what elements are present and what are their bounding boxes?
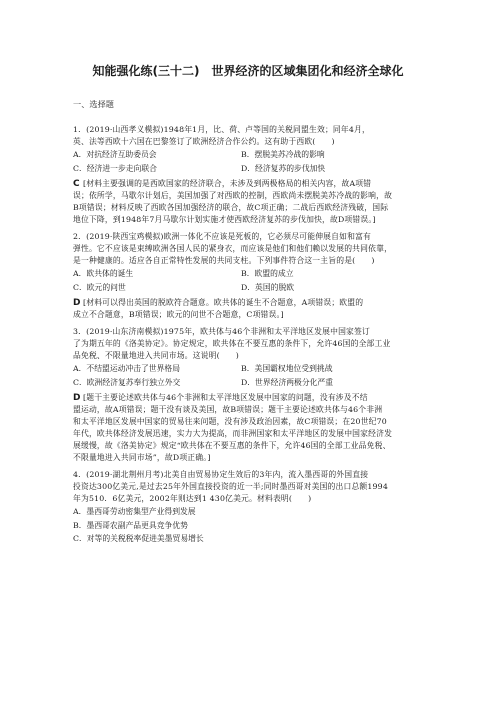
options <box>73 267 428 294</box>
answer-letter: C <box>73 179 80 189</box>
explanation-line: 盟运动，故A项错误；题干没有谈及美国，故B项错误；题干主要论述欧共体与46个非洲 <box>73 405 383 414</box>
explanation-line: B项错误；材料反映了西欧各国加强经济的联合，故C项正确；二战后西欧经济残破，国际 <box>73 203 389 212</box>
options <box>73 505 428 546</box>
question-stem-line: 4．(2019·湖北荆州月考)北美自由贸易协定生效后的3年内，流入墨西哥的外国直接 <box>73 470 369 479</box>
question-stem-line: 2．(2019·陕西宝鸡模拟)欧洲一体化不应该是死板的，它必须尽可能伸展自如和富有 <box>73 232 372 241</box>
explanation-line: 成立不合题意，B项错误；欧元的问世不合题意，C项错误。] <box>73 310 284 319</box>
option-d: D．经济复苏的步伐加快 <box>241 163 326 173</box>
options <box>73 148 428 175</box>
explanation-line: [题干主要论述欧共体与46个非洲和太平洋地区发展中国家的问题，没有涉及不结 <box>83 393 368 402</box>
explanation-line: 年代，欧共体经济发展迅速，实力大为提高，而非洲国家和太平洋地区的发展中国家经济发 <box>73 429 393 438</box>
question-3 <box>73 326 428 464</box>
explanation-line: [材料可以得出英国的脱欧符合题意。欧共体的诞生不合题意，A项错误；欧盟的 <box>83 298 364 307</box>
option-c: C．欧元的问世 <box>73 282 126 292</box>
option-b: B．欧盟的成立 <box>241 269 294 278</box>
option-a: A．不结盟运动冲击了世界格局 <box>73 364 180 373</box>
option-a: A．墨西哥劳动密集型产业得到发展 <box>73 507 196 516</box>
question-stem-line: 品免税、不限量地进入共同市场。这说明( ) <box>73 351 239 360</box>
explanation-line: 误；依所学，马歇尔计划后，美国加强了对西欧的控制，西欧尚未摆脱美苏冷战的影响，故 <box>73 191 393 200</box>
question-stem-line: 弹性。它不应该是束缚欧洲各国人民的紧身衣，而应该是他们和他们赖以发展的共同依靠， <box>73 244 393 253</box>
explanation-line: 地位下降，到1948年7月马歇尔计划实施才使西欧经济复苏的步伐加快，故D项错误。] <box>73 215 376 224</box>
question-stem-line: 3．(2019·山东济南模拟)1975年，欧共体与46个非洲和太平洋地区发展中国家签订 <box>73 327 370 336</box>
answer-explanation <box>73 392 428 464</box>
question-stem-line: 投资达300亿美元,是过去25年外国直接投资的近一半;同时墨西哥对美国的出口总额1994 <box>73 482 388 491</box>
question-1 <box>73 124 428 226</box>
question-stem-line: 1．(2019·山西孝义模拟)1948年1月，比、荷、卢等国的关税同盟生效；同年4月， <box>73 125 370 134</box>
question-4 <box>73 469 428 546</box>
option-c: C．欧洲经济复苏奉行独立外交 <box>73 377 181 387</box>
option-d: D．世界经济两极分化严重 <box>241 377 334 387</box>
question-stem-line: 了为期五年的《洛美协定》。协定规定，欧共体在不要互惠的条件下，允许46国的全部工业 <box>73 339 391 348</box>
section-heading: 一、选择题 <box>73 99 114 109</box>
option-a: A．对抗经济互助委员会 <box>73 150 157 159</box>
answer-letter: D <box>73 298 81 308</box>
option-a: A．欧共体的诞生 <box>73 269 134 278</box>
answer-letter: D <box>73 393 81 403</box>
answer-explanation <box>73 178 428 226</box>
option-d: D．英国的脱欧 <box>241 282 295 292</box>
explanation-line: 展缓慢，故《洛美协定》规定“欧共体在不要互惠的条件下，允许46国的全部工业品免税、 <box>73 441 391 450</box>
question-stem-line: 年为510．6亿美元，2002年则达到1 430亿美元。材料表明( ) <box>73 494 312 503</box>
question-stem-line: 是一种健康的。适应各自正常特性发展的共同支柱。下列事件符合这一主旨的是( ) <box>73 256 375 265</box>
explanation-line: 不限量地进入共同市场”，故D项正确。] <box>73 453 211 462</box>
question-2 <box>73 231 428 321</box>
option-b: B．美国霸权地位受到挑战 <box>241 364 333 373</box>
options <box>73 362 428 389</box>
option-b: B．摆脱美苏冷战的影响 <box>241 150 325 159</box>
option-b: B．墨西哥农副产品更具竞争优势 <box>73 520 188 530</box>
option-c: C．对等的关税税率促进美墨贸易增长 <box>73 534 204 543</box>
explanation-line: [材料主要强调的是西欧国家的经济联合，未涉及到两极格局的相关内容，故A项错 <box>83 179 372 188</box>
question-list <box>73 124 428 551</box>
explanation-line: 和太平洋地区发展中国家的贸易往来问题，没有涉及政治因素，故C项错误；在20世纪70 <box>73 417 387 426</box>
page-title: 知能强化练(三十二) 世界经济的区域集团化和经济全球化 <box>92 64 404 78</box>
answer-explanation <box>73 297 428 321</box>
question-stem-line: 英、法等西欧十六国在巴黎签订了欧洲经济合作公约。这有助于西欧( ) <box>73 137 335 146</box>
option-c: C．经济进一步走向联合 <box>73 163 157 173</box>
